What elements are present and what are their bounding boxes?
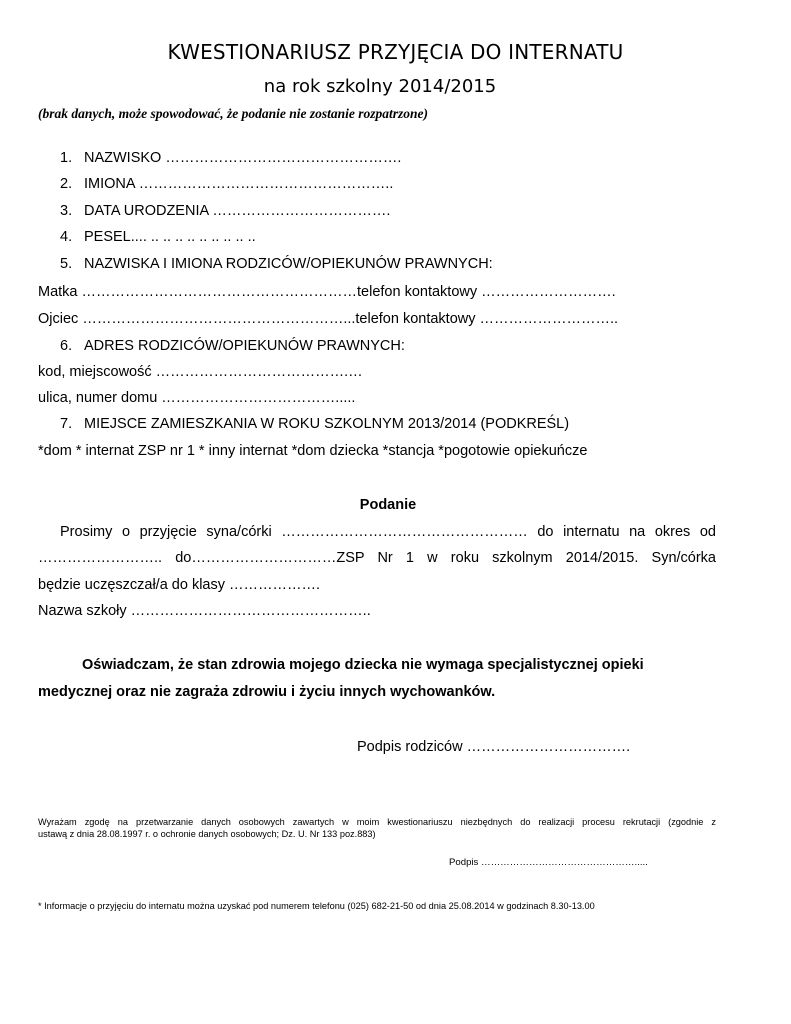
item-number: 3. xyxy=(60,203,73,219)
form-title: KWESTIONARIUSZ PRZYJĘCIA DO INTERNATU xyxy=(167,40,624,64)
field-label: ADRES RODZICÓW/OPIEKUNÓW PRAWNYCH: xyxy=(84,338,405,354)
parents-signature[interactable]: Podpis rodziców ……………………………. xyxy=(357,739,631,755)
item-number: 5. xyxy=(60,256,73,272)
consent-signature[interactable]: Podpis …………………………………………..... xyxy=(449,857,648,868)
item-number: 2. xyxy=(60,176,73,192)
application-line-1[interactable] xyxy=(38,524,716,540)
field-label: PESEL.... .. .. .. .. .. .. .. .. .. xyxy=(84,229,256,245)
parents-names-heading xyxy=(60,256,493,272)
missing-data-note: (brak danych, może spowodować, że podanie nie zostanie rozpatrzone) xyxy=(38,106,429,121)
field-label: NAZWISKA I IMIONA RODZICÓW/OPIEKUNÓW PRAWNYCH: xyxy=(84,256,493,272)
field-label: MIEJSCE ZAMIESZKANIA W ROKU SZKOLNYM 2013/2014 (PODKREŚL) xyxy=(84,416,570,432)
residence-options[interactable]: *dom * internat ZSP nr 1 * inny internat *dom dziecka *stancja *pogotowie opiekuńcze xyxy=(38,443,588,459)
school-year-subtitle: na rok szkolny 2014/2015 xyxy=(263,76,497,97)
footer-info: * Informacje o przyjęciu do internatu można uzyskać pod numerem telefonu (025) 682-21-50 od dnia 25.08.2014 w godzinach 8.30-13.00 xyxy=(38,901,595,911)
consent-line-2: ustawą z dnia 28.08.1997 r. o ochronie danych osobowych; Dz. U. Nr 133 poz.883) xyxy=(38,829,376,839)
field-label: IMIONA …………………………………………….. xyxy=(84,176,394,192)
consent-line-1: Wyrażam zgodę na przetwarzanie danych osobowych zawartych w moim kwestionariuszu niezbędnych do realizacji procesu rekrutacji (zgodnie z xyxy=(38,817,716,827)
residence-heading xyxy=(60,416,569,432)
parents-address-heading xyxy=(60,338,405,354)
health-declaration-line-1: Oświadczam, że stan zdrowia mojego dziecka nie wymaga specjalistycznej opieki xyxy=(82,657,644,673)
health-declaration-line-2: medycznej oraz nie zagraża zdrowiu i życiu innych wychowanków. xyxy=(38,684,496,700)
application-text-1: Prosimy o przyjęcie syna/córki …………………………………………… do internatu na okres od xyxy=(60,524,716,540)
item-number: 1. xyxy=(60,150,73,166)
field-label: DATA URODZENIA ………………………………. xyxy=(84,203,391,219)
field-postal-city[interactable]: kod, miejscowość ………………………………….… xyxy=(38,364,363,380)
field-pesel[interactable] xyxy=(60,229,256,245)
application-line-3[interactable]: będzie uczęszczał/a do klasy ………………. xyxy=(38,577,321,593)
field-birth-date[interactable] xyxy=(60,203,390,219)
field-street[interactable]: ulica, numer domu ………………………………..... xyxy=(38,390,356,406)
item-number: 7. xyxy=(60,416,73,432)
application-line-2[interactable]: …………………….. do…………………………ZSP Nr 1 w roku szkolnym 2014/2015. Syn/córka xyxy=(38,550,716,566)
field-label: NAZWISKO …………………………………………. xyxy=(84,150,402,166)
application-heading: Podanie xyxy=(359,497,417,513)
field-surname[interactable] xyxy=(60,150,401,166)
field-father[interactable]: Ojciec ………………………………………………...telefon kontaktowy ……………………….. xyxy=(38,311,619,327)
field-first-names[interactable] xyxy=(60,176,393,192)
item-number: 6. xyxy=(60,338,73,354)
item-number: 4. xyxy=(60,229,73,245)
field-school-name[interactable]: Nazwa szkoły ………………………………………….. xyxy=(38,603,371,619)
field-mother[interactable]: Matka …………………………………………………telefon kontaktowy ………………………. xyxy=(38,284,616,300)
